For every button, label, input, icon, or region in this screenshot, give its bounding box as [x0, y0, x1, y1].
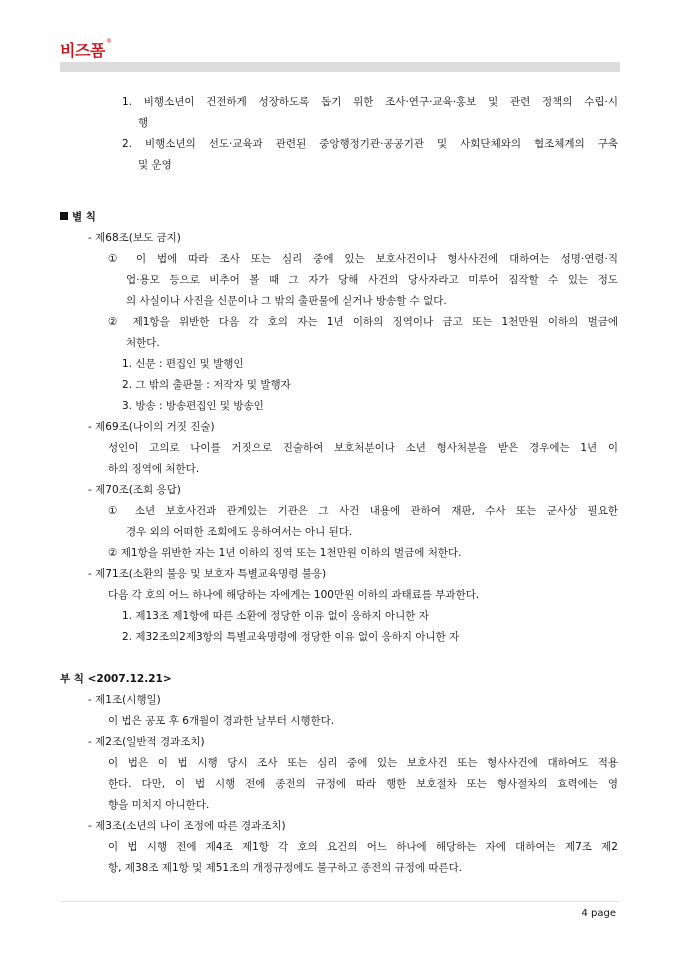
- header-bar: [60, 62, 620, 72]
- page-number: 4 page: [581, 908, 616, 919]
- item-1-line-2: 행: [138, 117, 149, 129]
- section-heading-buchik: 부 칙 <2007.12.21>: [60, 673, 172, 685]
- square-bullet-icon: [60, 212, 68, 220]
- buchik-article-2-line-3: 향을 미치지 아니한다.: [108, 799, 210, 811]
- item-1-line-1: 1. 비행소년이 건전하게 성장하도록 돕기 위한 조사·연구·교육·홍보 및 관련 정책의 수립·시: [122, 96, 618, 108]
- article-68-p2-line-1: ② 제1항을 위반한 다음 각 호의 자는 1년 이하의 징역이나 금고 또는 1천만원 이하의 벌금에: [108, 316, 618, 328]
- article-68-item: 2. 그 밖의 출판물 : 저작자 및 발행자: [122, 379, 291, 391]
- article-68-p2-line-2: 처한다.: [126, 337, 160, 349]
- article-69-line-1: 성인이 고의로 나이를 거짓으로 진술하여 보호처분이나 소년 형사처분을 받은 경우에는 1년 이: [108, 442, 618, 454]
- article-70-p1-line-2: 경우 외의 어떠한 조회에도 응하여서는 아니 된다.: [126, 526, 353, 538]
- buchik-article-3-title: - 제3조(소년의 나이 조정에 따른 경과조치): [88, 820, 286, 832]
- article-69-line-2: 하의 징역에 처한다.: [108, 463, 200, 475]
- article-68-p1-line-2: 업·용모 등으로 비추어 볼 때 그 자가 당해 사건의 당사자라고 미루어 짐작할 수 있는 정도: [126, 274, 618, 286]
- article-71-item: 2. 제32조의2제3항의 특별교육명령에 정당한 이유 없이 응하지 아니한 자: [122, 631, 460, 643]
- article-68-item: 1. 신문 : 편집인 및 발행인: [122, 358, 244, 370]
- buchik-article-2-title: - 제2조(일반적 경과조치): [88, 736, 205, 748]
- item-2-line-2: 및 운영: [138, 159, 172, 171]
- buchik-article-3-line-2: 항, 제38조 제1항 및 제51조의 개정규정에도 불구하고 종전의 규정에 따른다.: [108, 862, 463, 874]
- article-69-title: - 제69조(나이의 거짓 진술): [88, 421, 215, 433]
- logo-mark: ®: [105, 38, 112, 45]
- document-body: [60, 92, 618, 879]
- buchik-article-1-title: - 제1조(시행일): [88, 694, 161, 706]
- article-70-p1-line-1: ① 소년 보호사건과 관계있는 기관은 그 사건 내용에 관하여 재판, 수사 또는 군사상 필요한: [108, 505, 618, 517]
- article-68-p1-line-1: ① 이 법에 따라 조사 또는 심리 중에 있는 보호사건이나 형사사건에 대하여는 성명·연령·직: [108, 253, 618, 265]
- buchik-article-2-line-1: 이 법은 이 법 시행 당시 조사 또는 심리 중에 있는 보호사건 또는 형사사건에 대하여도 적용: [108, 757, 618, 769]
- article-68-p1-line-3: 의 사실이나 사진을 신문이나 그 밖의 출판물에 싣거나 방송할 수 없다.: [126, 295, 447, 307]
- item-2-line-1: 2. 비행소년의 선도·교육과 관련된 중앙행정기관·공공기관 및 사회단체와의 협조체계의 구축: [122, 138, 618, 150]
- buchik-article-3-line-1: 이 법 시행 전에 제4조 제1항 각 호의 요건의 어느 하나에 해당하는 자에 대하여는 제7조 제2: [108, 841, 618, 853]
- buchik-article-1-line-1: 이 법은 공포 후 6개월이 경과한 날부터 시행한다.: [108, 715, 335, 727]
- section-heading-byulchik: 별 칙: [60, 207, 618, 228]
- article-70-p2-line-1: ② 제1항을 위반한 자는 1년 이하의 징역 또는 1천만원 이하의 벌금에 처한다.: [108, 547, 462, 559]
- article-71-title: - 제71조(소환의 불응 및 보호자 특별교육명령 불응): [88, 568, 327, 580]
- article-68-item: 3. 방송 : 방송편집인 및 방송인: [122, 400, 264, 412]
- footer-rule: [60, 901, 620, 902]
- article-71-item: 1. 제13조 제1항에 따른 소환에 정당한 이유 없이 응하지 아니한 자: [122, 610, 429, 622]
- buchik-article-2-line-2: 한다. 다만, 이 법 시행 전에 종전의 규정에 따라 행한 보호절차 또는 형사절차의 효력에는 영: [108, 778, 618, 790]
- article-70-title: - 제70조(조회 응답): [88, 484, 181, 496]
- article-71-line-1: 다음 각 호의 어느 하나에 해당하는 자에게는 100만원 이하의 과태료를 부과한다.: [108, 589, 480, 601]
- article-68-title: - 제68조(보도 금지): [88, 232, 181, 244]
- logo-text: 비즈폼: [60, 41, 105, 60]
- bizform-logo: [60, 38, 111, 61]
